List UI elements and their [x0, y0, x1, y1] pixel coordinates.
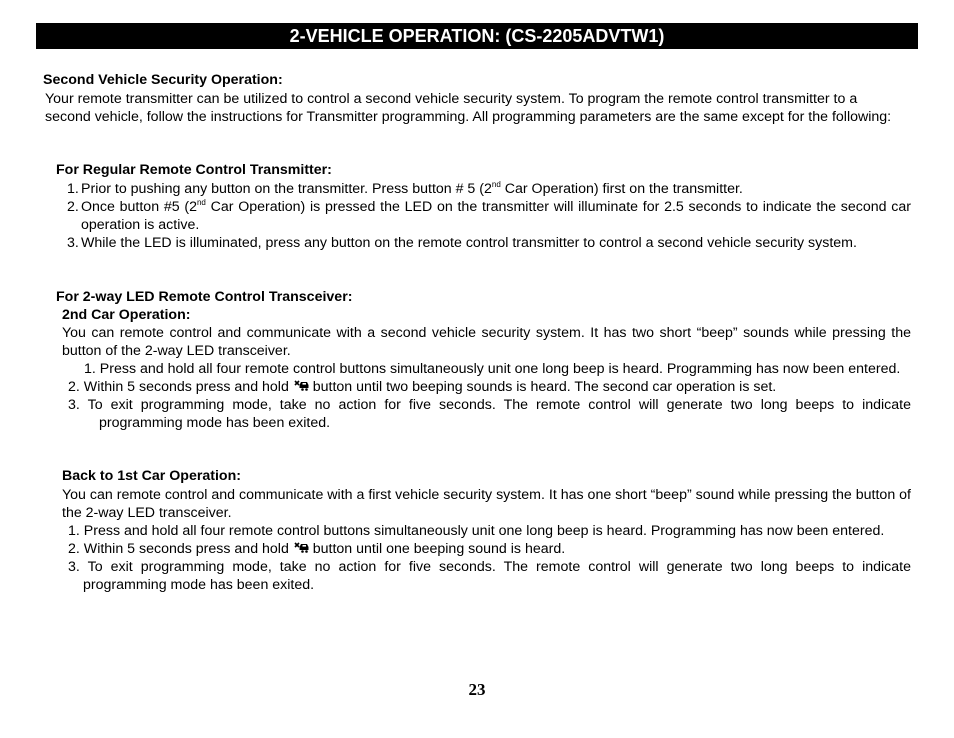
back-first-heading: Back to 1st Car Operation:: [62, 468, 241, 484]
car-button-icon: [293, 541, 309, 554]
step-text: Within 5 seconds press and hold: [83, 541, 289, 557]
regular-transmitter-heading: For Regular Remote Control Transmitter:: [56, 162, 332, 178]
second-car-steps-list: [68, 360, 911, 432]
step-text: Car Operation) first on the transmitter.: [500, 181, 743, 197]
step-number: 3.: [67, 235, 79, 251]
list-item: [68, 558, 911, 594]
two-way-heading: For 2-way LED Remote Control Transceiver:: [56, 289, 353, 305]
step-text: Prior to pushing any button on the transmitter. Press button # 5 (2: [81, 181, 492, 197]
list-item: [67, 180, 911, 198]
back-first-steps-list: [68, 522, 911, 594]
step-number: 1.: [68, 523, 80, 539]
list-item: [67, 234, 911, 252]
list-item: [67, 198, 911, 234]
step-number: 3.: [68, 559, 80, 575]
step-text: Press and hold all four remote control buttons simultaneously unit one long beep is heard. Programming has now been entered.: [83, 523, 885, 539]
step-number: 2.: [68, 541, 80, 557]
step-text: To exit programming mode, take no action for five seconds. The remote control will generate two long beeps to indicate programming mode has been exited.: [87, 397, 911, 431]
step-text: Press and hold all four remote control buttons simultaneously unit one long beep is heard. Programming has now been entered.: [99, 361, 901, 377]
superscript: nd: [196, 198, 206, 207]
list-item: [68, 360, 911, 378]
step-number: 2.: [67, 199, 79, 215]
step-number: 2.: [68, 379, 80, 395]
step-text: button until one beeping sound is heard.: [312, 541, 566, 557]
car-button-icon: [293, 379, 309, 392]
step-text: Within 5 seconds press and hold: [83, 379, 289, 395]
second-vehicle-intro: Your remote transmitter can be utilized to control a second vehicle security system. To program the remote control transmitter to a second vehicle, follow the instructions for Transmitter programming. All programming parameters are the same except for the following:: [45, 91, 892, 125]
list-item: [68, 378, 911, 396]
step-number: 3.: [68, 397, 80, 413]
page-number: 23: [468, 680, 486, 699]
step-number: 1.: [67, 181, 79, 197]
step-number: 1.: [84, 361, 96, 377]
regular-steps-list: [67, 180, 911, 252]
step-text: Once button #5 (2: [81, 199, 197, 215]
second-vehicle-heading: Second Vehicle Security Operation:: [43, 72, 283, 88]
page-title: 2-VEHICLE OPERATION: (CS-2205ADVTW1): [36, 23, 918, 49]
step-text: Car Operation) is pressed the LED on the transmitter will illuminate for 2.5 seconds to indicate the second car operation is active.: [81, 199, 911, 233]
superscript: nd: [491, 180, 501, 189]
second-car-intro: You can remote control and communicate with a second vehicle security system. It has two short “beep” sounds while pressing the button of the 2-way LED transceiver.: [62, 325, 911, 359]
back-first-intro: You can remote control and communicate with a first vehicle security system. It has one short “beep” sound while pressing the button of the 2-way LED transceiver.: [62, 487, 911, 521]
step-text: button until two beeping sounds is heard. The second car operation is set.: [312, 379, 777, 395]
step-text: To exit programming mode, take no action for five seconds. The remote control will generate two long beeps to indicate programming mode has been exited.: [83, 559, 911, 593]
second-car-heading: 2nd Car Operation:: [62, 307, 191, 323]
list-item: [68, 396, 911, 432]
list-item: [68, 522, 911, 540]
list-item: [68, 540, 911, 558]
step-text: While the LED is illuminated, press any button on the remote control transmitter to control a second vehicle security system.: [81, 235, 857, 251]
